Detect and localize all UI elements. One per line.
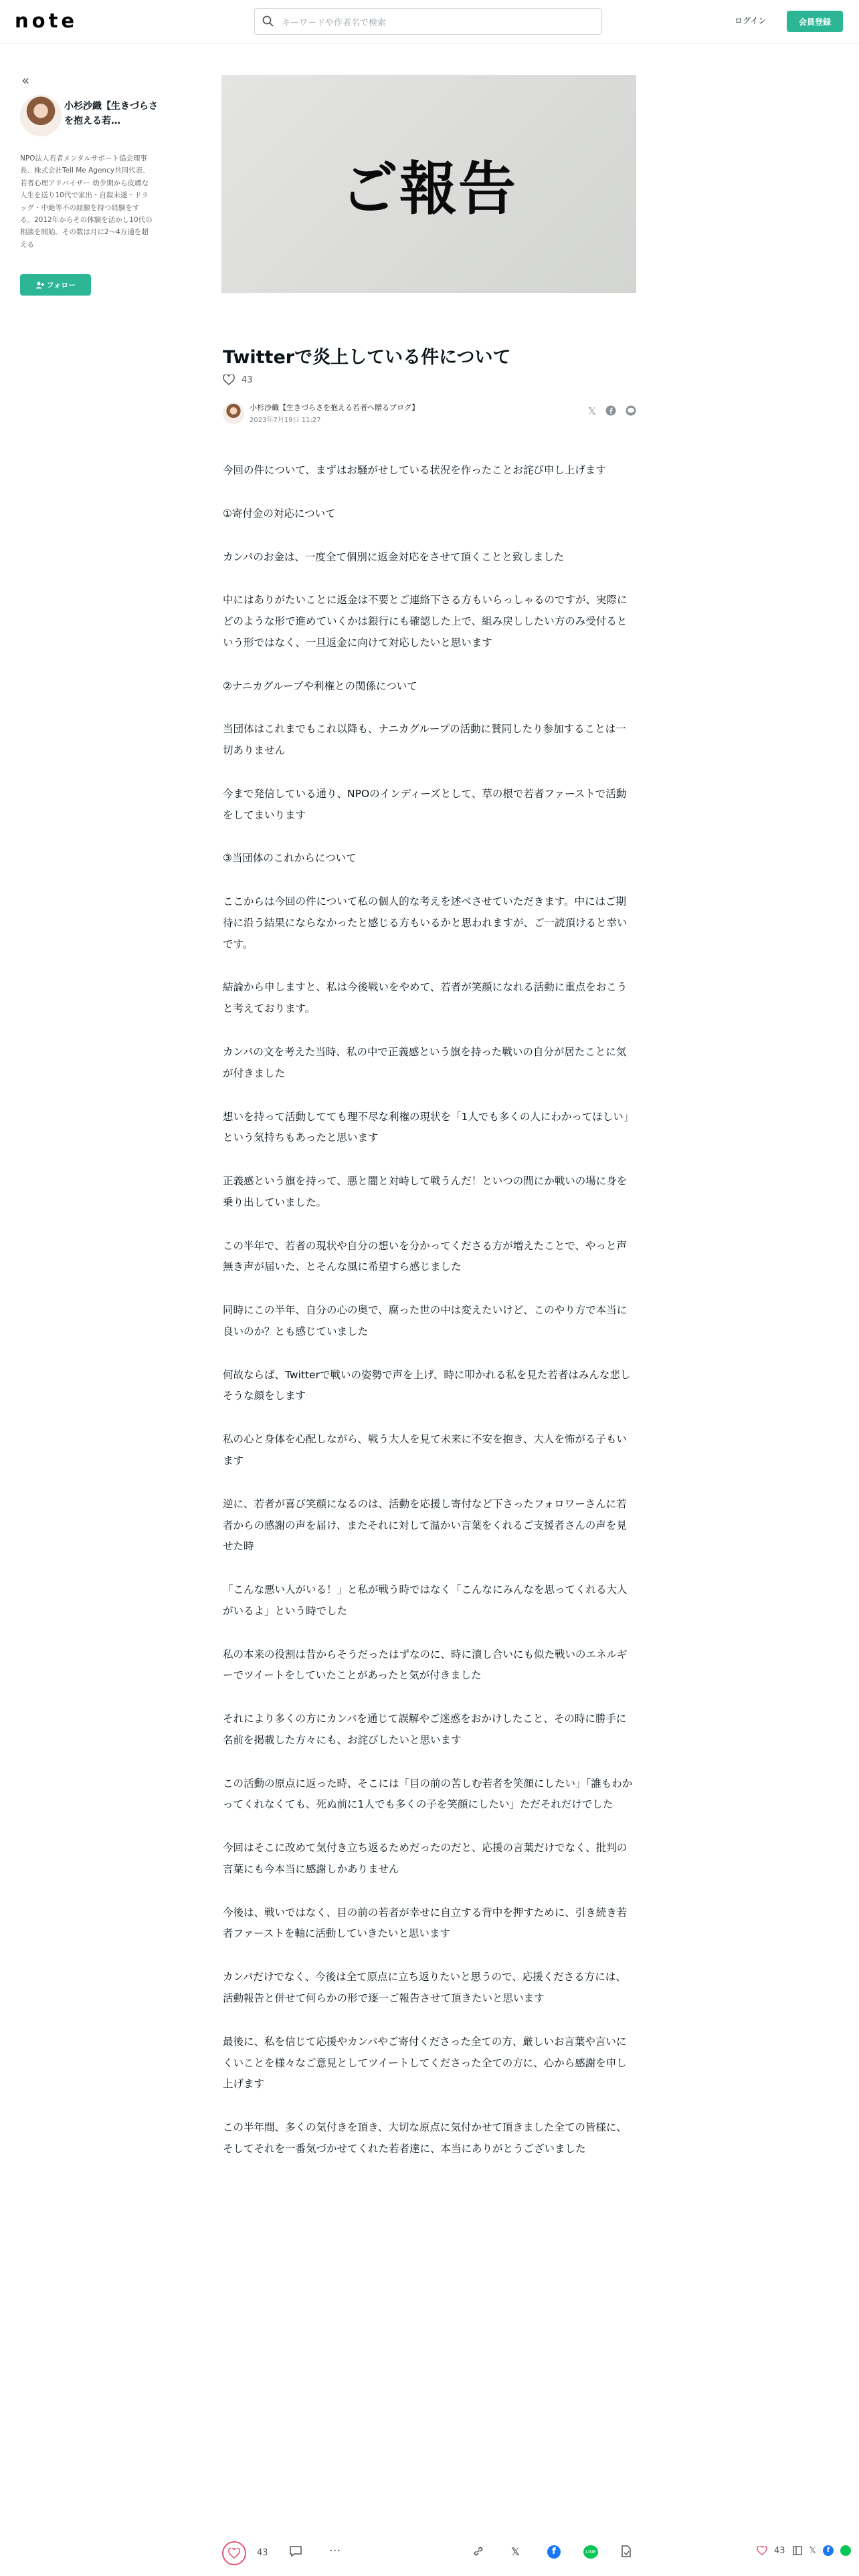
follow-label: フォロー: [46, 281, 76, 290]
share-buttons: [588, 405, 636, 417]
article-paragraph: 逆に、若者が喜び笑顔になるのは、活動を応援し寄付など下さったフォロワーさんに若者からの感謝の声を届け、またそれに対して温かい言葉をくれるご支援者さんの声を見せた時: [223, 1497, 627, 1553]
article-paragraph: 私の本来の役割は昔からそうだったはずなのに、時に潰し合いにも似た戦いのエネルギーでツイートをしていたことがあったと気が付きました: [223, 1648, 628, 1682]
article-paragraph: 今後は、戦いではなく、目の前の若者が幸せに自立する背中を押すために、引き続き若者ファーストを軸に活動していきたいと思います: [223, 1906, 628, 1940]
search-icon: [262, 15, 275, 28]
author-avatar[interactable]: [223, 403, 244, 424]
like-count: 43: [242, 374, 253, 385]
article-paragraph: 最後に、私を信じて応援やカンパやご寄付くださった全ての方、厳しいお言葉や言いにくいことを様々なご意見としてツイートしてくださった全ての方に、心から感謝を申し上げます: [223, 2035, 627, 2090]
follow-button[interactable]: [20, 274, 91, 296]
article-paragraph: 正義感という旗を持って、悪と闇と対峙して戦うんだ！といつの間にか戦いの場に身を乗り出していました。: [223, 1175, 628, 1208]
article-paragraph: 結論から申しますと、私は今後戦いをやめて、若者が笑顔になれる活動に重点をおこうと考えております。: [223, 981, 628, 1015]
x-icon[interactable]: 𝕏: [587, 405, 596, 417]
x-icon[interactable]: 𝕏: [511, 2545, 520, 2558]
article-action-bar: [0, 2539, 859, 2576]
like-count: 43: [257, 2548, 268, 2558]
author-info: [223, 401, 636, 428]
article-title: Twitterで炎上している件について: [223, 347, 511, 368]
article-paragraph: カンパのお金は、一度全て個別に返金対応をさせて頂くことと致しました: [223, 550, 565, 563]
mini-like-count: 43: [773, 2545, 785, 2556]
article-paragraph: 想いを持って活動してても理不尽な利権の現状を「1人でも多くの人にわかってほしい」という気持ちもあったと思います: [223, 1110, 634, 1144]
mini-action-bar: [757, 2545, 851, 2556]
x-icon[interactable]: 𝕏: [809, 2545, 816, 2556]
search-box[interactable]: [254, 8, 602, 35]
line-icon[interactable]: LINE: [583, 2545, 598, 2559]
line-icon[interactable]: [626, 405, 636, 416]
link-icon[interactable]: [472, 2545, 484, 2557]
creator-avatar[interactable]: [20, 95, 62, 136]
like-summary[interactable]: [223, 374, 253, 385]
article-paragraph: この半年で、若者の現状や自分の想いを分かってくださる方が増えたことで、やっと声無き声が届いた、とそんな風に希望すら感じました: [223, 1239, 627, 1273]
article-paragraph: カンパの文を考えた当時、私の中で正義感という旗を持った戦いの自分が居たことに気が付きました: [223, 1046, 627, 1079]
article-paragraph: 今回の件について、まずはお騒がせしている状況を作ったことお詫び申し上げます: [223, 464, 606, 476]
facebook-icon[interactable]: f: [547, 2545, 561, 2559]
heart-icon[interactable]: [223, 374, 235, 385]
facebook-icon[interactable]: [605, 405, 616, 416]
search-input[interactable]: キーワードや作者名で検索: [282, 18, 387, 28]
article-paragraph: 中にはありがたいことに返金は不要とご連絡下さる方もいらっしゃるのですが、実際にどのような形で進めていくかは銀行にも確認した上で、組み戻ししたい方のみ受付るという形ではなく、一旦返金に向けて対応したいと思います: [223, 594, 628, 649]
creator-name[interactable]: 小杉沙織【生きづらさを抱える若…: [64, 101, 158, 127]
more-icon[interactable]: ···: [329, 2544, 341, 2558]
signup-button[interactable]: 会員登録: [787, 11, 843, 32]
comment-icon[interactable]: [289, 2545, 302, 2557]
facebook-icon[interactable]: f: [823, 2545, 834, 2556]
article-paragraph: 同時にこの半年、自分の心の奥で、腐った世の中は変えたいけど、このやり方で本当に良いのか？とも感じていました: [223, 1304, 628, 1337]
heart-icon: [228, 2548, 240, 2559]
article-paragraph: 今まで発信している通り、NPOのインディーズとして、草の根で若者ファーストで活動をしてまいります: [223, 787, 627, 821]
article-paragraph: 私の心と身体を心配しながら、戦う大人を見て未来に不安を抱き、大人を怖がる子もいます: [223, 1433, 627, 1467]
note-logo[interactable]: note: [15, 9, 78, 32]
article-paragraph: ②ナニカグループや利権との関係について: [223, 679, 417, 692]
hatena-icon[interactable]: [621, 2545, 632, 2557]
article-paragraph: ここからは今回の件について私の個人的な考えを述べさせていただきます。中にはご期待に沿う結果にならなかったと感じる方もいるかと思われますが、ご一読頂けると幸いです。: [223, 895, 628, 950]
article-paragraph: 今回はそこに改めて気付き立ち返るためだったのだと、応援の言葉だけでなく、批判の言葉にも今本当に感謝しかありません: [223, 1842, 628, 1875]
post-date: 2023年7月19日 11:27: [250, 417, 321, 424]
article-body: [223, 460, 636, 2182]
user-plus-icon: [35, 282, 44, 289]
article-paragraph: ③当団体のこれからについて: [223, 852, 357, 865]
magazine-icon[interactable]: [792, 2545, 803, 2556]
line-icon[interactable]: [840, 2545, 851, 2556]
eyecatch-image: [221, 75, 636, 293]
article-paragraph: カンパだけでなく、今後は全て原点に立ち返りたいと思うので、応援くださる方には、活動報告と併せて何らかの形で逐一ご報告させて頂きたいと思います: [223, 1971, 626, 2004]
article-paragraph: ①寄付金の対応について: [223, 507, 336, 520]
creator-bio: NPO法人若者メンタルサポート協会理事長、株式会社Tell Me Agency共同代表、若者心理アドバイザー 幼少期から皮膚な人生を送り10代で家出・自殺未遂・ドラッグ・中絶等不の経験を持つ経験をする。2012年からその体験を活かし10代の相談を開始。その数は月に2〜4万通を超える: [20, 154, 153, 249]
chevrons-left-icon[interactable]: «: [21, 72, 30, 88]
login-link[interactable]: ログイン: [735, 16, 767, 25]
eyecatch-text: ご報告: [341, 156, 517, 223]
article-paragraph: この活動の原点に返った時、そこには「目の前の苦しむ若者を笑顔にしたい」「誰もわかってくれなくても、死ぬ前に1人でも多くの子を笑顔にしたい」ただそれだけでした: [223, 1777, 633, 1811]
site-header: [0, 0, 859, 43]
heart-icon[interactable]: [757, 2546, 767, 2555]
like-button[interactable]: [222, 2541, 246, 2565]
article-paragraph: 「こんな悪い人がいる！」と私が戦う時ではなく「こんなにみんなを思ってくれる大人がいるよ」という時でした: [223, 1584, 628, 1617]
article-paragraph: それにより多くの方にカンパを通じて誤解やご迷惑をおかけしたこと、その時に勝手に名前を掲載した方々にも、お詫びしたいと思います: [223, 1713, 627, 1746]
article-paragraph: 何故ならば、Twitterで戦いの姿勢で声を上げ、時に叩かれる私を見た若者はみんな悲しそうな顔をします: [223, 1368, 631, 1402]
author-name[interactable]: 小杉沙織【生きづらさを抱える若者へ贈るブログ】: [250, 403, 419, 412]
article-paragraph: 当団体はこれまでもこれ以降も、ナニカグループの活動に賛同したり参加することは一切ありません: [223, 723, 626, 757]
article-paragraph: この半年間、多くの気付きを頂き、大切な原点に気付かせて頂きました全ての皆様に、そしてそれを一番気づかせてくれた若者達に、本当にありがとうございました: [223, 2121, 627, 2155]
